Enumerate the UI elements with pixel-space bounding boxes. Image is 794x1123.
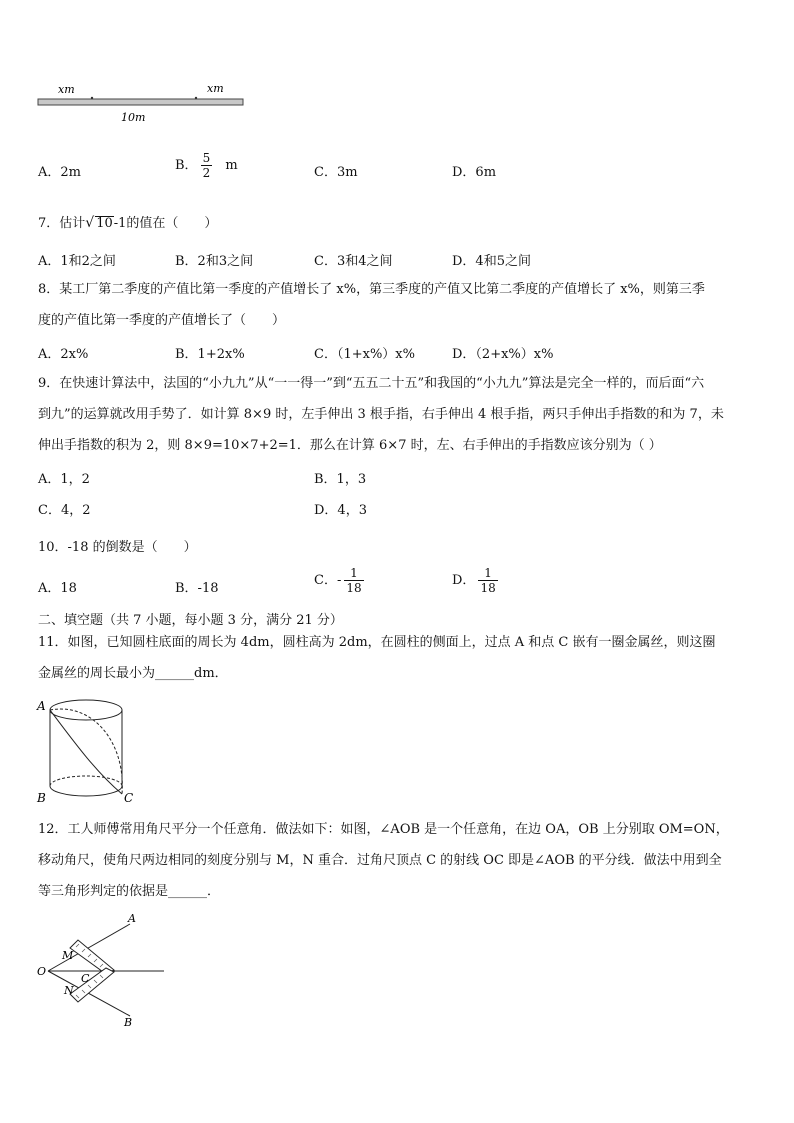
ruler-lower-arm — [70, 968, 114, 1002]
q7-option-c: C．3和4之间 — [314, 254, 393, 269]
q10-option-b: B．-18 — [175, 581, 219, 596]
segment-length-label: 10m — [121, 111, 146, 124]
cylinder-top-ellipse — [50, 700, 122, 720]
cylinder-figure — [34, 694, 144, 812]
q10-stem: 10．-18 的倒数是（ ） — [38, 540, 197, 555]
segment-figure — [34, 78, 254, 130]
cylinder-label-a: A — [37, 699, 46, 713]
ray-oa — [48, 924, 130, 971]
segment-right-label: xm — [207, 82, 224, 95]
q9-option-c: C．4，2 — [38, 503, 91, 518]
q8-stem — [38, 274, 760, 336]
angle-label-c: C — [81, 972, 90, 985]
q6-option-b-den: 2 — [202, 166, 211, 180]
q7-option-a: A．1和2之间 — [38, 254, 116, 269]
q8-option-b: B．1+2x% — [175, 347, 245, 362]
q8-line2: 度的产值比第一季度的产值增长了（ ） — [38, 313, 286, 328]
q9-line2: 到九”的运算就改用手势了．如计算 8×9 时，左手伸出 3 根手指，右手伸出 4 根手指，两只手伸出手指数的和为 7，未 — [38, 407, 724, 422]
angle-label-o: O — [37, 965, 47, 978]
q6-option-b-fraction — [201, 151, 213, 180]
q10-option-c-den: 18 — [346, 581, 362, 595]
q9-line1: 9．在快速计算法中，法国的“小九九”从“一一得一”到“五五二十五”和我国的“小九九”算法是完全一样的，而后面“六 — [38, 376, 705, 391]
q6-option-c: C．3m — [314, 165, 358, 180]
cylinder-bottom-front — [50, 786, 122, 796]
q10-option-c-prefix: C．- — [314, 573, 342, 588]
q6-option-a: A．2m — [38, 165, 81, 180]
q9-option-d: D．4，3 — [314, 503, 367, 518]
q9-stem — [38, 368, 760, 461]
q12-line1: 12．工人师傅常用角尺平分一个任意角．做法如下：如图，∠AOB 是一个任意角，在边 OA，OB 上分别取 OM=ON， — [38, 822, 729, 837]
wire-front — [50, 710, 122, 794]
q10-option-c — [314, 566, 367, 595]
q10-option-a: A．18 — [38, 581, 77, 596]
q7-suffix: -1的值在（ ） — [113, 216, 218, 231]
segment-bar — [38, 99, 243, 105]
q9-option-b: B．1，3 — [314, 472, 367, 487]
q6-option-b-unit: m — [225, 158, 238, 173]
q12-stem — [38, 814, 760, 907]
q12-line2: 移动角尺，使角尺两边相同的刻度分别与 M，N 重合．过角尺顶点 C 的射线 OC 即是∠AOB 的平分线．做法中用到全 — [38, 853, 722, 868]
q9-line3: 伸出手指数的积为 2，则 8×9=10×7+2=1．那么在计算 6×7 时，左、右手伸出的手指数应该分别为（ ） — [38, 438, 662, 453]
q11-line2: 金属丝的周长最小为______dm． — [38, 666, 228, 681]
q7-prefix: 7．估计 — [38, 216, 86, 231]
cylinder-label-c: C — [124, 791, 134, 805]
segment-left-label: xm — [58, 83, 75, 96]
q10-option-c-num: 1 — [344, 566, 363, 581]
q6-option-b-prefix: B． — [175, 158, 198, 173]
q8-option-d: D．（2+x%）x% — [452, 347, 554, 362]
segment-dot-right — [195, 97, 197, 99]
sqrt-icon: √ — [85, 215, 95, 231]
q7-option-d: D．4和5之间 — [452, 254, 531, 269]
q6-option-b-num: 5 — [202, 151, 211, 165]
q8-option-c: C．（1+x%）x% — [314, 347, 415, 362]
q10-option-d-prefix: D． — [452, 573, 476, 588]
wire-back — [50, 709, 122, 794]
q10-option-d-den: 18 — [480, 581, 496, 595]
q7-radicand: 10 — [96, 216, 113, 231]
q11-stem — [38, 627, 760, 689]
q12-line3: 等三角形判定的依据是______． — [38, 884, 221, 899]
q6-option-d: D．6m — [452, 165, 497, 180]
angle-label-a: A — [128, 912, 136, 925]
segment-dot-left — [91, 97, 93, 99]
q10-option-d — [452, 566, 501, 595]
q10-option-d-fraction — [478, 566, 497, 595]
angle-label-m: M — [62, 949, 74, 962]
q7-stem — [38, 212, 217, 231]
q10-option-d-num: 1 — [478, 566, 497, 581]
angle-label-n: N — [64, 984, 74, 997]
q10-option-c-fraction — [344, 566, 363, 595]
q8-option-a: A．2x% — [38, 347, 89, 362]
cylinder-label-b: B — [37, 791, 46, 805]
angle-ruler-figure — [34, 910, 174, 1030]
q9-option-a: A．1，2 — [38, 472, 90, 487]
section2-heading: 二、填空题（共 7 小题，每小题 3 分，满分 21 分） — [38, 613, 343, 628]
q8-line1: 8．某工厂第二季度的产值比第一季度的产值增长了 x%，第三季度的产值又比第二季度的产值增长了 x%，则第三季 — [38, 282, 705, 297]
q7-option-b: B．2和3之间 — [175, 254, 254, 269]
q11-line1: 11．如图，已知圆柱底面的周长为 4dm，圆柱高为 2dm，在圆柱的侧面上，过点 A 和点 C 嵌有一圈金属丝，则这圈 — [38, 635, 716, 650]
angle-label-b: B — [124, 1016, 133, 1029]
q6-option-b — [175, 151, 238, 180]
